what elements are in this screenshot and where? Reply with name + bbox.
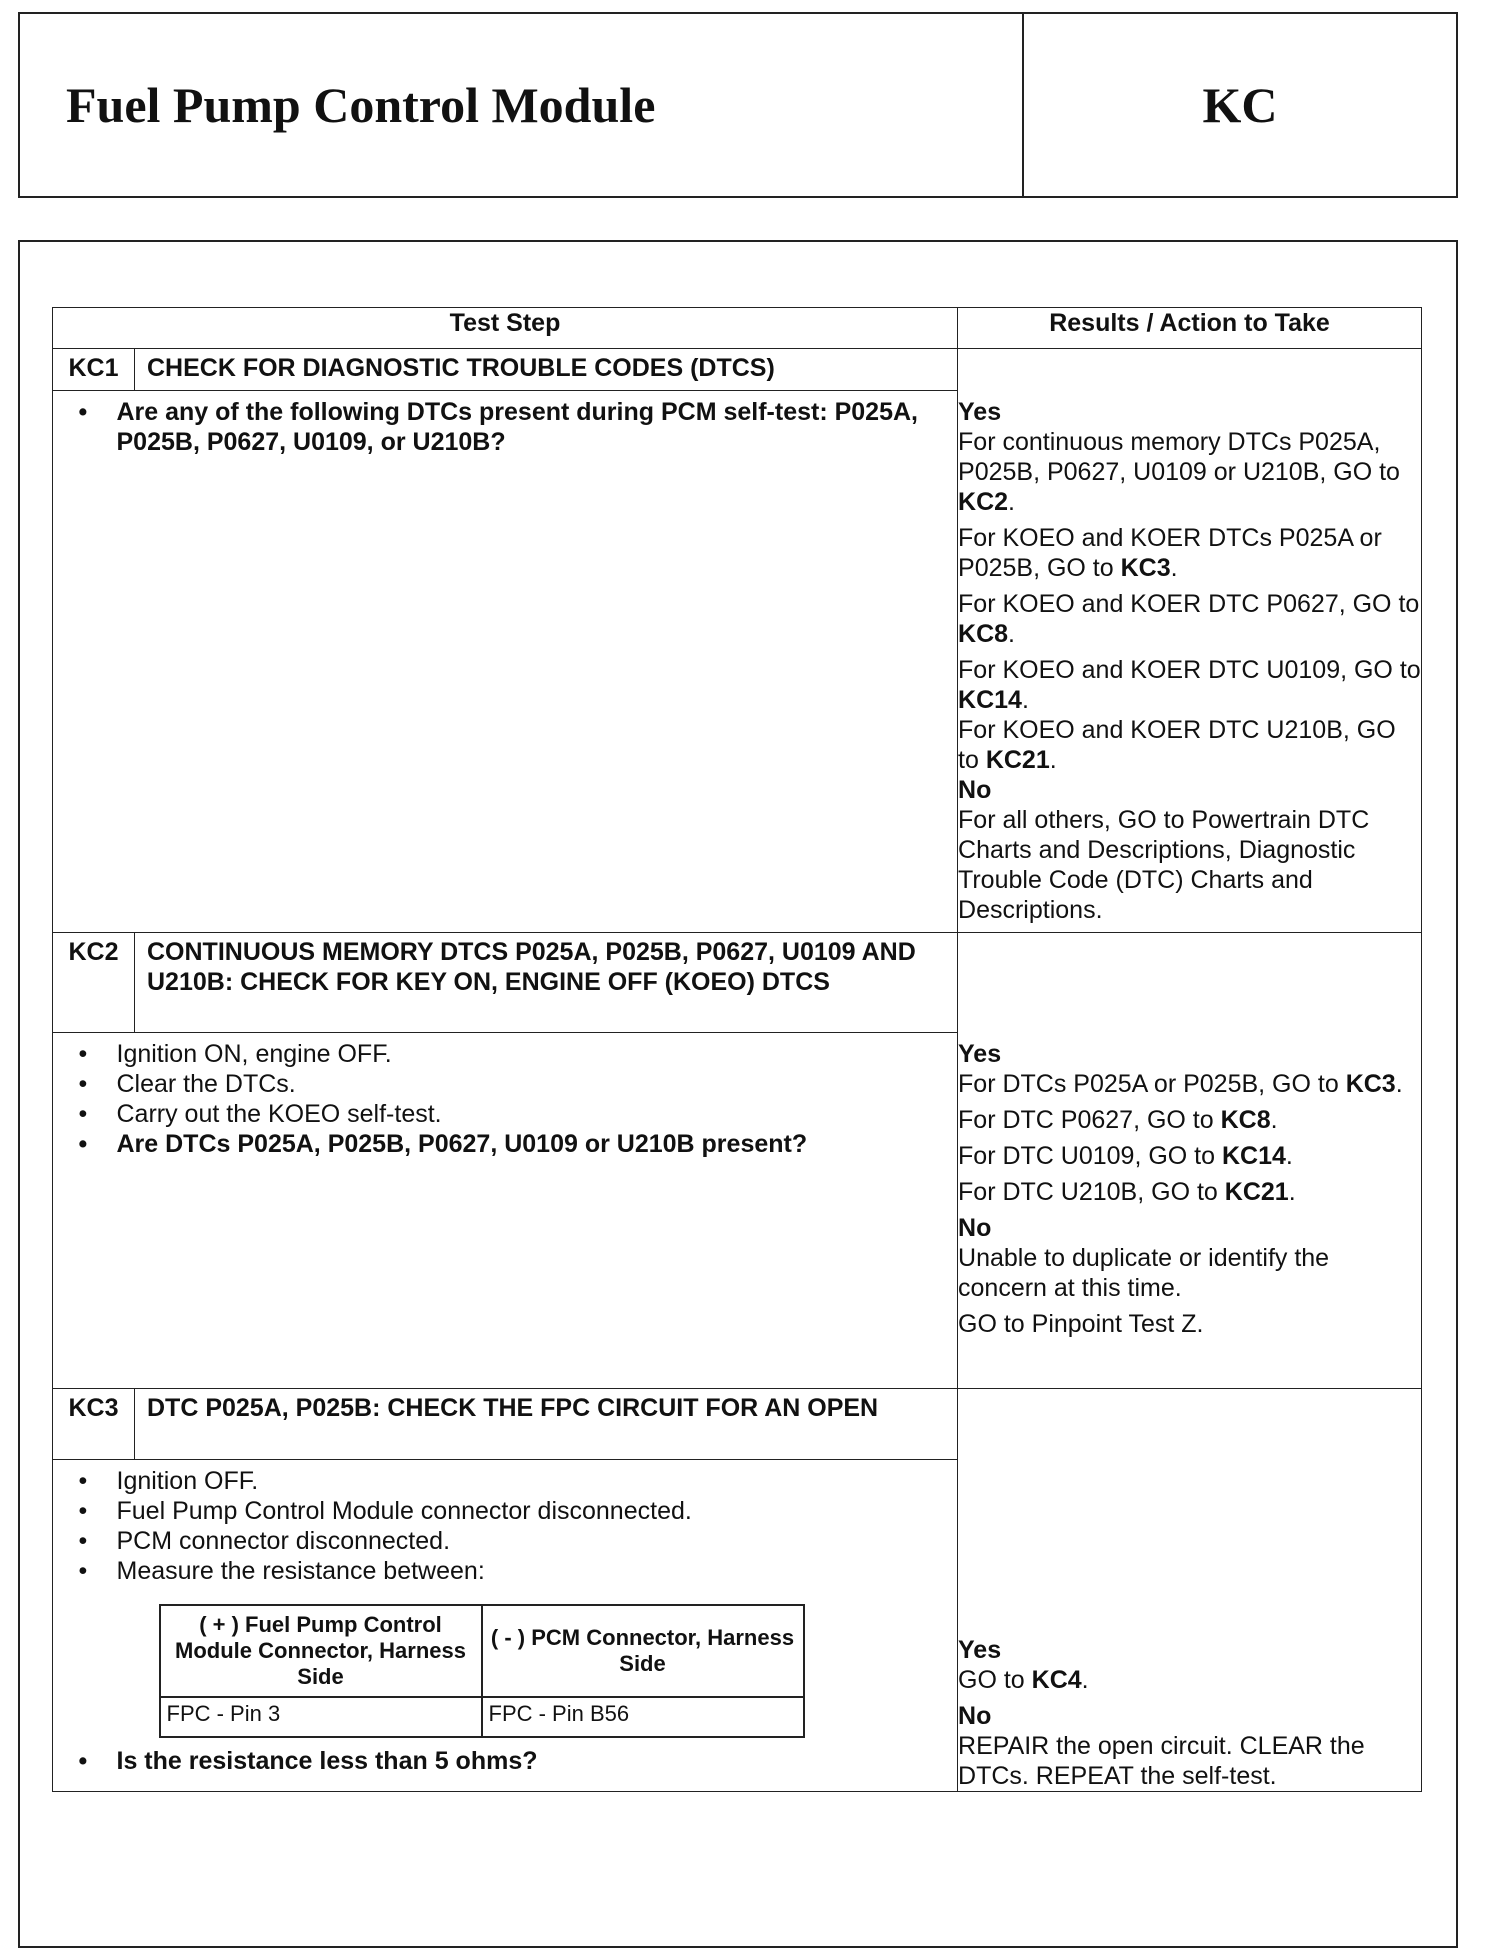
step-id-kc2: KC2 (53, 933, 135, 1033)
result-text: For KOEO and KOER DTC P0627, GO to (958, 590, 1420, 618)
step-title-kc3: DTC P025A, P025B: CHECK THE FPC CIRCUIT FOR AN OPEN (135, 1389, 958, 1460)
step-question: • Are any of the following DTCs present during PCM self-test: P025A, P025B, P0627, U0109, or U210B? (117, 397, 958, 457)
spacer-cell (53, 391, 135, 933)
link-kc14[interactable]: KC14 (1222, 1142, 1286, 1170)
result-text: GO to (958, 1666, 1025, 1694)
link-kc21[interactable]: KC21 (985, 746, 1050, 774)
link-kc4[interactable]: KC4 (1031, 1666, 1082, 1694)
pinpoint-test-table (52, 307, 1422, 1792)
step-instruction: • Carry out the KOEO self-test. (117, 1099, 958, 1129)
no-result-text: Unable to duplicate or identify the concern at this time. (958, 1244, 1330, 1302)
step-body-kc1 (116, 391, 958, 933)
step-title-kc1: CHECK FOR DIAGNOSTIC TROUBLE CODES (DTCS) (135, 349, 958, 391)
meas-cell-negative: FPC - Pin B56 (482, 1697, 804, 1737)
step-body-kc2 (116, 1033, 958, 1389)
link-kc14[interactable]: KC14 (958, 686, 1022, 714)
result-text: For DTCs P025A or P025B, GO to (958, 1070, 1339, 1098)
link-kc3[interactable]: KC3 (1120, 554, 1171, 582)
result-text: For continuous memory DTCs P025A, P025B, P0627, U0109 or U210B, GO to (958, 428, 1400, 486)
no-label: No (958, 776, 992, 804)
no-result-action: GO to Pinpoint Test Z. (958, 1310, 1204, 1338)
yes-label: Yes (958, 1636, 1002, 1664)
meas-header-positive: ( + ) Fuel Pump Control Module Connector, Harness Side (160, 1605, 482, 1697)
measurement-table (159, 1604, 805, 1738)
no-label: No (958, 1702, 992, 1730)
yes-label: Yes (958, 398, 1002, 426)
result-text: For DTC U210B, GO to (958, 1178, 1218, 1206)
yes-label: Yes (958, 1040, 1002, 1068)
result-text: For KOEO and KOER DTC U210B, GO to (958, 716, 1396, 774)
results-kc2: Yes For DTCs P025A or P025B, GO to KC3. For DTC P0627, GO to KC8. For DTC U0109, GO to KC14. For DTC U210B, GO to KC21. No Unable to duplicate or identify the concern at this time. GO to Pinpoint Test Z. (958, 933, 1422, 1389)
step-id-kc1: KC1 (53, 349, 135, 391)
step-question: • Are DTCs P025A, P025B, P0627, U0109 or U210B present? (117, 1129, 958, 1159)
results-kc3: Yes GO to KC4. No REPAIR the open circuit. CLEAR the DTCs. REPEAT the self-test. (958, 1389, 1422, 1792)
result-text: For DTC P0627, GO to (958, 1106, 1214, 1134)
link-kc3[interactable]: KC3 (1345, 1070, 1396, 1098)
link-kc2[interactable]: KC2 (958, 488, 1009, 516)
step-body-kc3 (116, 1460, 958, 1792)
meas-header-negative: ( - ) PCM Connector, Harness Side (482, 1605, 804, 1697)
step-instruction: • Clear the DTCs. (117, 1069, 958, 1099)
link-kc8[interactable]: KC8 (1220, 1106, 1271, 1134)
step-instruction: • Ignition OFF. (117, 1466, 958, 1496)
step-question: • Is the resistance less than 5 ohms? (117, 1746, 958, 1776)
no-label: No (958, 1214, 992, 1242)
header-results: Results / Action to Take (958, 308, 1422, 349)
step-instruction: • Ignition ON, engine OFF. (117, 1039, 958, 1069)
step-instruction: • Measure the resistance between: (117, 1556, 958, 1586)
step-instruction: • Fuel Pump Control Module connector disconnected. (117, 1496, 958, 1526)
header-test-step: Test Step (53, 308, 958, 349)
result-text: For KOEO and KOER DTC U0109, GO to (958, 656, 1421, 684)
page-title: Fuel Pump Control Module (20, 14, 1024, 196)
step-id-kc3: KC3 (53, 1389, 135, 1460)
section-code: KC (1202, 77, 1278, 133)
header-box (18, 12, 1458, 198)
no-result-text: For all others, GO to Powertrain DTC Charts and Descriptions, Diagnostic Trouble Code (DTC) Charts and Descriptions. (958, 806, 1370, 924)
link-kc21[interactable]: KC21 (1224, 1178, 1289, 1206)
result-text: For KOEO and KOER DTCs P025A or P025B, GO to (958, 524, 1382, 582)
meas-cell-positive: FPC - Pin 3 (160, 1697, 482, 1737)
results-kc1: Yes For continuous memory DTCs P025A, P025B, P0627, U0109 or U210B, GO to KC2. For KOEO and KOER DTCs P025A or P025B, GO to KC3. For KOEO and KOER DTC P0627, GO to KC8. For KOEO and KOER DTC U0109, GO to KC14. For KOEO and KOER DTC U210B, GO to KC21. No For all others, GO to Powertrain DTC Charts and Descriptions, Diagnostic Trouble Code (DTC) Charts and Descriptions. (958, 349, 1422, 933)
step-title-kc2: CONTINUOUS MEMORY DTCS P025A, P025B, P0627, U0109 AND U210B: CHECK FOR KEY ON, ENGINE OFF (KOEO) DTCS (135, 933, 958, 1033)
result-text: For DTC U0109, GO to (958, 1142, 1216, 1170)
link-kc8[interactable]: KC8 (958, 620, 1009, 648)
no-result-text: REPAIR the open circuit. CLEAR the DTCs. REPEAT the self-test. (958, 1732, 1365, 1790)
step-instruction: • PCM connector disconnected. (117, 1526, 958, 1556)
